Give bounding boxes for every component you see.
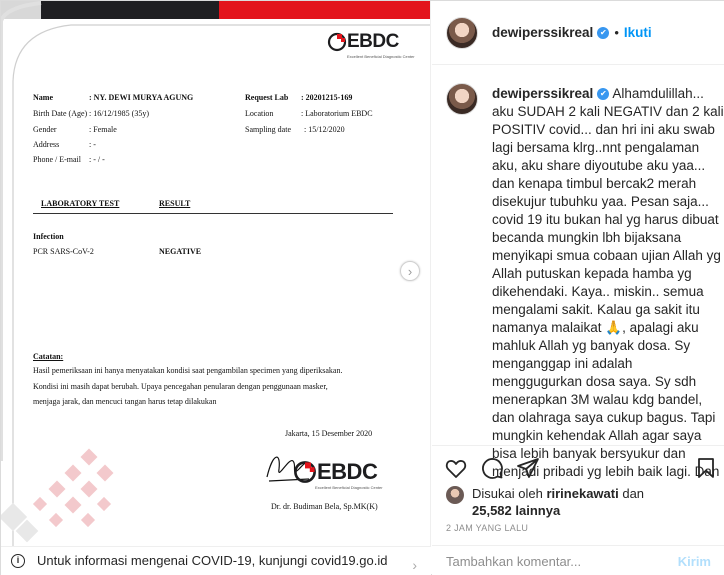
share-icon[interactable] bbox=[516, 456, 540, 480]
ebdc-logo-icon-bottom bbox=[293, 460, 317, 484]
post-side-panel bbox=[432, 1, 724, 575]
liker-avatar[interactable] bbox=[446, 486, 464, 504]
request-value: : 20201215-169 bbox=[301, 93, 353, 102]
phone-label: Phone / E-mail bbox=[33, 155, 81, 164]
caption-username[interactable]: dewiperssikreal bbox=[492, 86, 594, 101]
separator-dot: • bbox=[614, 25, 619, 40]
covid-info-banner[interactable] bbox=[1, 546, 431, 575]
comment-icon[interactable] bbox=[480, 456, 504, 480]
notes-line-1: Hasil pemeriksaan ini hanya menyatakan kondisi saat pengambilan specimen yang diperiksakan. bbox=[33, 366, 343, 375]
sampling-label: Sampling date bbox=[245, 125, 291, 134]
test-name: PCR SARS-CoV-2 bbox=[33, 247, 94, 256]
follow-button[interactable]: Ikuti bbox=[623, 25, 652, 40]
ebdc-logo-text-bottom: EBDC bbox=[317, 459, 378, 484]
gender-value: : Female bbox=[89, 125, 117, 134]
likes-prefix: Disukai oleh bbox=[472, 486, 543, 501]
ebdc-logo-bottom bbox=[293, 459, 383, 490]
address-label: Address bbox=[33, 140, 60, 149]
action-bar bbox=[432, 445, 724, 485]
likes-count[interactable]: 25,582 lainnya bbox=[472, 503, 561, 518]
birth-label: Birth Date (Age) bbox=[33, 109, 88, 118]
header-username[interactable]: dewiperssikreal bbox=[492, 25, 594, 40]
caption-body bbox=[492, 85, 724, 481]
location-value: : Laboratorium EBDC bbox=[301, 109, 373, 118]
col-result: RESULT bbox=[159, 199, 191, 208]
phone-value: : - / - bbox=[89, 155, 105, 164]
liker-username[interactable]: ririnekawati bbox=[546, 486, 619, 501]
notes-title: Catatan: bbox=[33, 352, 64, 361]
post-timestamp[interactable]: 2 JAM YANG LALU bbox=[446, 523, 529, 533]
place-date: Jakarta, 15 Desember 2020 bbox=[285, 429, 373, 438]
chevron-right-icon: › bbox=[407, 263, 413, 279]
birth-value: : 16/12/1985 (35y) bbox=[89, 109, 149, 118]
avatar[interactable] bbox=[446, 17, 478, 49]
address-value: : - bbox=[89, 140, 96, 149]
name-value: : NY. DEWI MURYA AGUNG bbox=[89, 93, 194, 102]
caption-avatar[interactable] bbox=[446, 83, 478, 115]
likes-text bbox=[472, 485, 644, 519]
test-result: NEGATIVE bbox=[159, 247, 202, 256]
location-label: Location bbox=[245, 109, 274, 118]
chevron-right-icon-banner: › bbox=[412, 557, 417, 573]
send-comment-button[interactable]: Kirim bbox=[677, 553, 711, 569]
bookmark-icon[interactable] bbox=[694, 456, 718, 480]
col-laboratory-test: LABORATORY TEST bbox=[41, 199, 120, 208]
caption-verified-badge-icon: ✔ bbox=[597, 88, 609, 100]
info-icon: i bbox=[11, 554, 25, 568]
sampling-value: : 15/12/2020 bbox=[304, 125, 345, 134]
notes-line-3: menjaga jarak, dan mencuci tangan harus tetap dilakukan bbox=[33, 397, 217, 406]
caption-text: Alhamdulillah... aku SUDAH 2 kali NEGATIV dan 2 kali POSITIV covid... dan hri ini aku swab lagi bersama klrg..nnt pengalaman aku, aku share diyoutube aku yaa... dan kenapa timbul bercak2 merah disekujur tubuhku yaa. Pesan saja... covid 19 itu bukan hal yg harus dibuat becanda mungkin lbh bijaksana menyikapi smua cobaan ujian Allah yg Allah putuskan kepada hamba yg dikehendaki. Kaya.. miskin.. semua mengalami sakit. Kalau ga sakit itu namanya malaikat 🙏, apalagi aku mahluk Allah yg banyak dosa. Sy menganggap ini adalah menggugurkan dosa saya. Sy sdh menerapkan 3M walau kdg bandel, dan olahraga saya cukup bagus. Tapi mungkin kehendak Allah agar saya bisa lebih banyak bersyukur dan menjadi pribadi yg lebih baik lagi. Dan bbox=[492, 86, 724, 479]
ebdc-logo-icon bbox=[327, 32, 347, 52]
verified-badge-icon: ✔ bbox=[597, 27, 609, 39]
ebdc-logo-subtitle: Excellent Beneficial Diagnostic Center bbox=[347, 54, 415, 59]
ebdc-logo-subtitle-bottom: Excellent Beneficial Diagnostic Center bbox=[315, 485, 383, 490]
section-infection: Infection bbox=[33, 232, 64, 241]
request-label: Request Lab bbox=[245, 93, 289, 102]
ebdc-logo-top bbox=[327, 31, 415, 59]
post-header bbox=[432, 1, 724, 65]
doctor-name: Dr. dr. Budiman Bela, Sp.MK(K) bbox=[271, 502, 378, 511]
ebdc-logo-text: EBDC bbox=[347, 31, 399, 52]
table-divider bbox=[33, 213, 393, 214]
likes-and: dan bbox=[622, 486, 645, 501]
likes-summary bbox=[446, 485, 644, 519]
covid-info-text: Untuk informasi mengenai COVID-19, kunjungi covid19.go.id bbox=[37, 553, 388, 568]
next-image-button[interactable] bbox=[400, 261, 420, 281]
name-label: Name bbox=[33, 93, 53, 102]
gender-label: Gender bbox=[33, 125, 57, 134]
comment-input[interactable]: Tambahkan komentar... bbox=[446, 553, 582, 569]
heart-icon[interactable] bbox=[444, 456, 468, 480]
post-media[interactable] bbox=[1, 1, 431, 546]
comment-bar bbox=[432, 545, 724, 575]
notes-line-2: Kondisi ini masih dapat berubah. Upaya pencegahan penularan dengan penggunaan masker, bbox=[33, 382, 328, 391]
decorative-diamond-pattern bbox=[1, 411, 141, 546]
